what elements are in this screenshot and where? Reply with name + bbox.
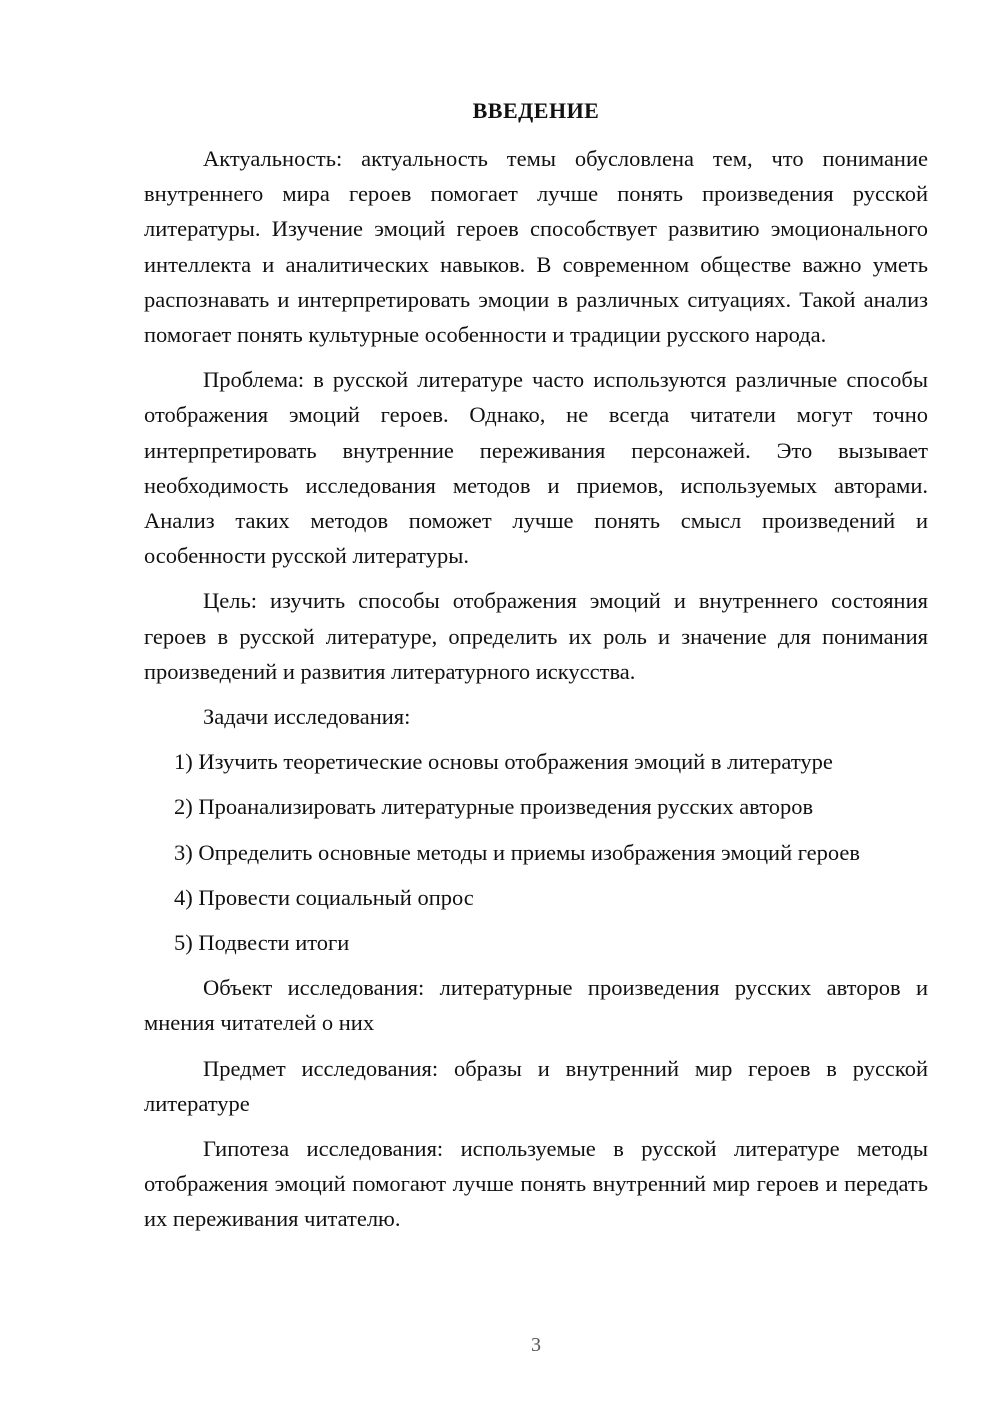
document-page [144, 95, 928, 1247]
task-item: 3) Определить основные методы и приемы изображения эмоций героев [174, 839, 861, 865]
task-item: 2) Проанализировать литературные произведения русских авторов [174, 794, 814, 820]
paragraph-subject: Предмет исследования: образы и внутренний мир героев в русской литературе [144, 1055, 928, 1116]
task-item: 1) Изучить теоретические основы отображения эмоций в литературе [174, 749, 833, 775]
page-title: ВВЕДЕНИЕ [472, 98, 600, 123]
paragraph-relevance: Актуальность: актуальность темы обусловлена тем, что понимание внутреннего мира героев помогает лучше понять произведения русской литературы. Изучение эмоций героев способствует развитию эмоционального интеллекта и аналитических навыков. В современном обществе важно уметь распознавать и интерпретировать эмоции в различных ситуациях. Такой анализ помогает понять культурные особенности и традиции русского народа. [144, 146, 928, 348]
paragraph-goal: Цель: изучить способы отображения эмоций и внутреннего состояния героев в русской литературе, определить их роль и значение для понимания произведений и развития литературного искусства. [144, 588, 928, 684]
tasks-heading: Задачи исследования: [203, 704, 411, 730]
page-number: 3 [531, 1334, 541, 1356]
task-item: 5) Подвести итоги [174, 930, 350, 956]
paragraph-problem: Проблема: в русской литературе часто используются различные способы отображения эмоций героев. Однако, не всегда читатели могут точно интерпретировать внутренние переживания персонажей. Это вызывает необходимость исследования методов и приемов, используемых авторами. Анализ таких методов поможет лучше понять смысл произведений и особенности русской литературы. [144, 367, 928, 569]
task-item: 4) Провести социальный опрос [174, 884, 474, 910]
paragraph-object: Объект исследования: литературные произведения русских авторов и мнения читателей о них [144, 975, 928, 1036]
paragraph-hypothesis: Гипотеза исследования: используемые в русской литературе методы отображения эмоций помогают лучше понять внутренний мир героев и передать их переживания читателю. [144, 1136, 928, 1232]
